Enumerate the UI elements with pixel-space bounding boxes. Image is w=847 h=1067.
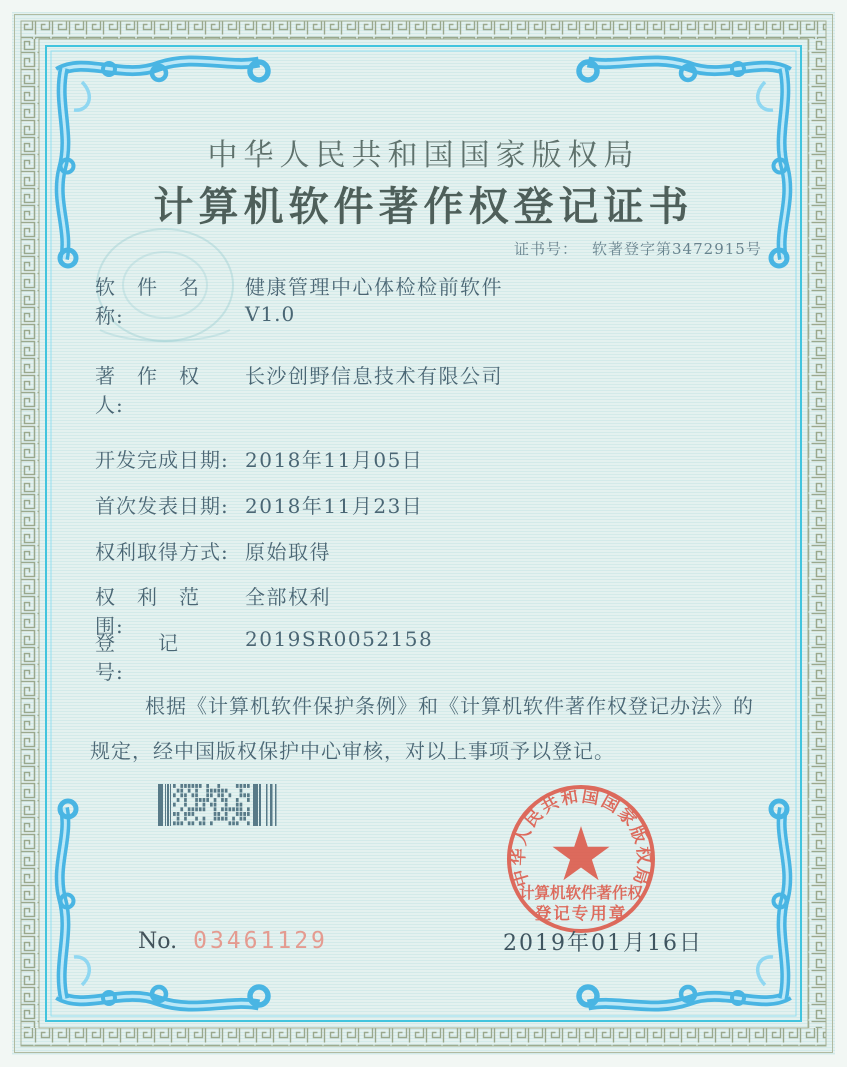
field-row-dev-complete-date: [95, 444, 424, 473]
field-value: 长沙创野信息技术有限公司: [245, 364, 503, 388]
field-row-copyright-owner: [95, 360, 503, 418]
certificate-number-value: 软著登字第3472915号: [592, 240, 762, 258]
field-value: 健康管理中心体检检前软件: [245, 275, 503, 299]
certificate-number-label: 证书号：: [514, 240, 579, 258]
field-row-registration-number: [95, 627, 434, 685]
star-icon: [553, 826, 610, 880]
serial-number: [138, 928, 328, 954]
software-version: V1.0: [245, 302, 296, 326]
field-label: 权利取得方式:: [95, 540, 229, 564]
registration-statement: 根据《计算机软件保护条例》和《计算机软件著作权登记办法》的规定，经中国版权保护中心审核，对以上事项予以登记。: [90, 694, 754, 763]
field-label: 登 记 号:: [95, 631, 221, 684]
issue-date: 2019年01月16日: [503, 931, 703, 956]
field-value: 全部权利: [245, 585, 331, 609]
field-value: 原始取得: [245, 540, 331, 564]
serial-label: No.: [138, 929, 178, 954]
seal-arc-text: 中华人民共和国国家版权局: [508, 786, 654, 889]
field-label: 首次发表日期:: [95, 494, 229, 518]
field-label: 权 利 范 围:: [95, 585, 221, 638]
field-label: 软 件 名 称:: [95, 275, 221, 328]
seal-text-line1: 计算机软件著作权: [518, 883, 644, 902]
pdf417-barcode-icon: [158, 784, 280, 826]
certificate-title: 计算机软件著作权登记证书: [153, 183, 694, 230]
official-seal-icon: [496, 774, 666, 944]
authority-name: 中华人民共和国国家版权局: [207, 138, 640, 173]
field-value: 2018年11月23日: [245, 494, 424, 518]
serial-value: 03461129: [193, 928, 328, 954]
field-row-right-acquisition: [95, 536, 331, 565]
seal-text-line2: 登记专用章: [534, 904, 628, 923]
certificate-number-line: [514, 238, 762, 259]
field-value: 2019SR0052158: [245, 627, 434, 651]
field-value: 2018年11月05日: [245, 448, 424, 472]
field-row-first-publish-date: [95, 490, 424, 519]
field-label: 开发完成日期:: [95, 448, 229, 472]
field-label: 著 作 权 人:: [95, 364, 221, 417]
corner-flourish-bottom-left-icon: [58, 801, 268, 1006]
